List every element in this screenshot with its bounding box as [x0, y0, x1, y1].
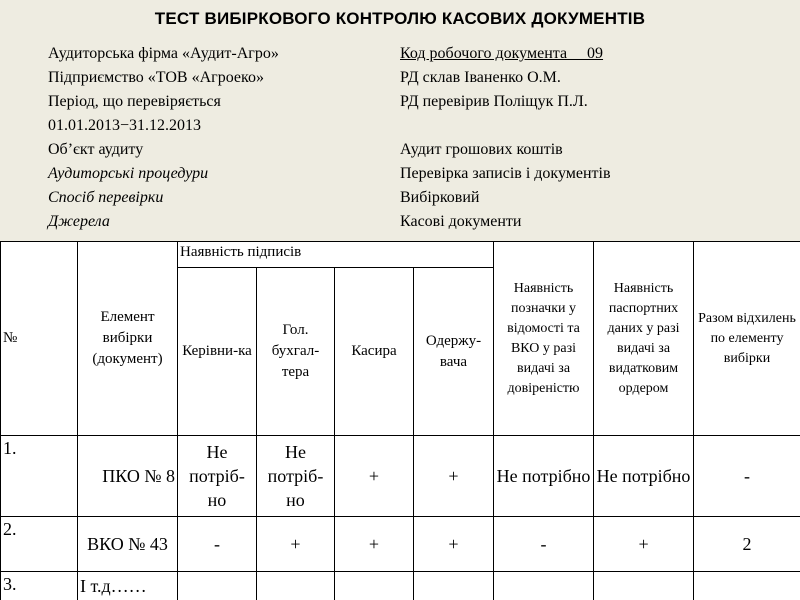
- row-num: 2.: [1, 517, 78, 572]
- row-passport: +: [594, 517, 694, 572]
- row-recipient: [414, 572, 494, 600]
- info-firm: Аудиторська фірма «Аудит-Агро»: [48, 45, 279, 62]
- row-mark: [494, 572, 594, 600]
- table-row: [1, 436, 800, 517]
- row-num: 1.: [1, 436, 78, 517]
- row-element: ВКО № 43: [78, 517, 178, 572]
- row-total: 2: [694, 517, 800, 572]
- info-procedures-label: Аудиторські процедури: [48, 165, 209, 182]
- row-num: 3.: [1, 572, 78, 600]
- info-method-label: Спосіб перевірки: [48, 189, 164, 206]
- header-num: №: [1, 242, 78, 436]
- header-head: Керівни-ка: [178, 268, 257, 436]
- row-head: [178, 572, 257, 600]
- info-prepared-by: РД склав Іваненко О.М.: [400, 69, 561, 86]
- table-row: [1, 572, 800, 600]
- row-element: І т.д……: [78, 572, 178, 600]
- info-audit-object-label: Об’єкт аудиту: [48, 141, 144, 158]
- row-cashier: +: [335, 517, 414, 572]
- row-mark: Не потрібно: [494, 436, 594, 517]
- row-total: -: [694, 436, 800, 517]
- sampling-table: [0, 241, 800, 600]
- audit-info-right: [400, 42, 790, 234]
- row-recipient: +: [414, 517, 494, 572]
- audit-info-left: [48, 42, 388, 234]
- info-procedures: Перевірка записів і документів: [400, 165, 611, 182]
- header-total: Разом відхилень по елементу вибірки: [694, 242, 800, 436]
- info-doc-code: Код робочого документа __09: [400, 45, 604, 62]
- table-row: [1, 517, 800, 572]
- info-method: Вибірковий: [400, 189, 480, 206]
- row-mark: -: [494, 517, 594, 572]
- document-title: ТЕСТ ВИБІРКОВОГО КОНТРОЛЮ КАСОВИХ ДОКУМЕНТІВ: [154, 9, 646, 28]
- row-head: Не потріб-но: [178, 436, 257, 517]
- row-chief: Не потріб-но: [257, 436, 335, 517]
- header-element: Елемент вибірки (документ): [78, 242, 178, 436]
- row-total: [694, 572, 800, 600]
- header-mark: Наявність позначки у відомості та ВКО у разі видачі за довіреністю: [494, 242, 594, 436]
- header-signatures-group: Наявність підписів: [178, 242, 494, 268]
- info-enterprise: Підприємство «ТОВ «Агроеко»: [48, 69, 264, 86]
- row-passport: Не потрібно: [594, 436, 694, 517]
- row-passport: [594, 572, 694, 600]
- row-element: ПКО № 8: [78, 436, 178, 517]
- header-row-1: [1, 242, 800, 268]
- row-cashier: [335, 572, 414, 600]
- header-recipient: Одержу-вача: [414, 268, 494, 436]
- row-cashier: +: [335, 436, 414, 517]
- info-audit-object: Аудит грошових коштів: [400, 141, 563, 158]
- info-sources-label: Джерела: [48, 213, 110, 230]
- header-passport: Наявність паспортних даних у разі видачі за видатковим ордером: [594, 242, 694, 436]
- row-chief: [257, 572, 335, 600]
- row-head: -: [178, 517, 257, 572]
- row-recipient: +: [414, 436, 494, 517]
- info-sources: Касові документи: [400, 213, 522, 230]
- row-chief: +: [257, 517, 335, 572]
- info-checked-by: РД перевірив Поліщук П.Л.: [400, 93, 588, 110]
- header-cashier: Касира: [335, 268, 414, 436]
- info-period-label: Період, що перевіряється: [48, 93, 221, 110]
- info-period-dates: 01.01.2013−31.12.2013: [48, 117, 202, 134]
- info-blank-line: [400, 114, 790, 138]
- header-chief-accountant: Гол. бухгал-тера: [257, 268, 335, 436]
